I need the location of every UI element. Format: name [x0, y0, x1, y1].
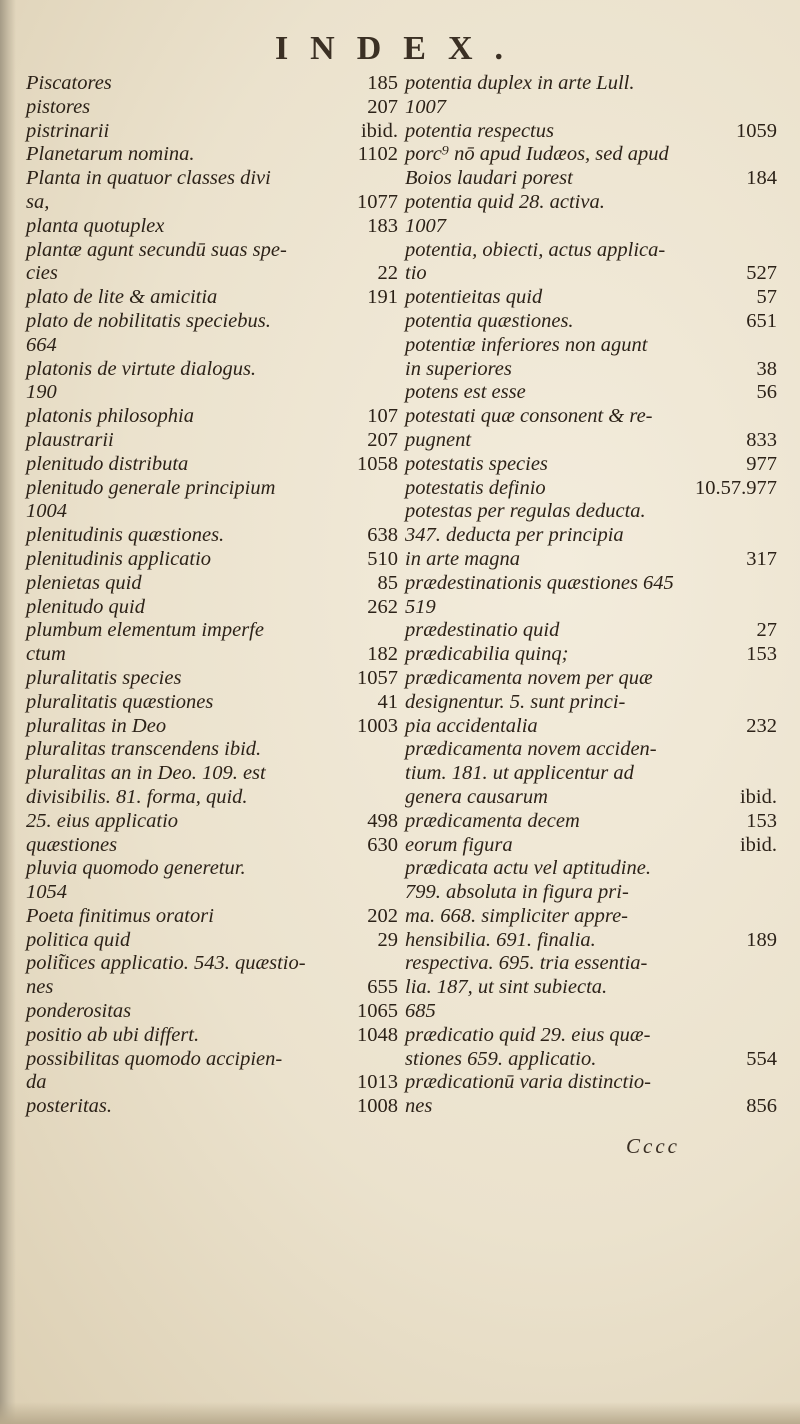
index-entry — [405, 524, 777, 548]
index-entry-text: porc⁹ nō apud Iudæos, sed apud — [405, 143, 669, 166]
index-entry-page-number: 22 — [377, 262, 398, 285]
index-entry-page-number: 554 — [746, 1047, 777, 1070]
index-entry-text: potentia respectus — [405, 119, 554, 142]
index-entry — [26, 191, 398, 215]
index-entry-text: eorum figura — [405, 833, 513, 856]
index-entry — [405, 810, 777, 834]
index-entry-text: pluralitatis species — [26, 666, 182, 689]
index-entry — [26, 834, 398, 858]
index-entry-page-number: 1008 — [357, 1095, 398, 1118]
index-entry-text: 1004 — [26, 500, 67, 523]
index-entry-text: pluralitas transcendens ibid. — [26, 738, 262, 761]
index-entry-text: plantæ agunt secundū suas spe- — [26, 238, 287, 261]
index-entry-text: nes — [26, 976, 54, 999]
index-column-right — [405, 72, 777, 1119]
index-entry-text: designentur. 5. sunt princi- — [405, 690, 626, 713]
index-entry-text: 1054 — [26, 881, 67, 904]
index-entry — [26, 286, 398, 310]
index-entry-text: plato de nobilitatis speciebus. — [26, 309, 271, 332]
index-entry-page-number: 182 — [367, 643, 398, 666]
index-entry-page-number: 38 — [756, 357, 777, 380]
index-entry-page-number: 191 — [367, 286, 398, 309]
index-entry — [26, 96, 398, 120]
index-entry-text: prædicamenta novem acciden- — [405, 738, 657, 761]
index-entry-page-number: 856 — [746, 1095, 777, 1118]
index-entry-text: prædicabilia quinq; — [405, 643, 569, 666]
index-entry — [26, 810, 398, 834]
index-entry — [405, 167, 777, 191]
index-entry — [405, 239, 777, 263]
index-entry-text: prædestinatio quid — [405, 619, 560, 642]
index-entry — [26, 120, 398, 144]
index-entry — [405, 715, 777, 739]
index-entry — [26, 619, 398, 643]
index-entry-page-number: 1013 — [357, 1071, 398, 1094]
index-entry — [26, 643, 398, 667]
index-entry-text: potestatis species — [405, 452, 548, 475]
index-entry — [26, 857, 398, 881]
index-entry-text: in arte magna — [405, 547, 521, 570]
catchword: Cccc — [626, 1134, 680, 1158]
index-entry — [405, 120, 777, 144]
index-entry-page-number: 153 — [746, 643, 777, 666]
index-entry-page-number: ibid. — [739, 785, 777, 808]
index-entry — [405, 667, 777, 691]
index-entry — [405, 1000, 777, 1024]
index-entry-text: plenitudo generale principium — [26, 476, 276, 499]
index-entry — [26, 976, 398, 1000]
index-entry-text: potens est esse — [405, 381, 526, 404]
index-entry-text: potentia quæstiones. — [405, 309, 574, 332]
index-entry-page-number: 183 — [367, 214, 398, 237]
index-entry-page-number: 651 — [746, 309, 777, 332]
index-entry — [405, 643, 777, 667]
index-entry — [405, 405, 777, 429]
index-entry — [26, 905, 398, 929]
index-entry — [26, 72, 398, 96]
index-entry — [26, 929, 398, 953]
index-entry-page-number: 107 — [367, 405, 398, 428]
index-entry-text: pluralitas in Deo — [26, 714, 167, 737]
index-entry — [405, 881, 777, 905]
index-entry — [405, 929, 777, 953]
index-entry-text: prædestinationis quæstiones 645 — [405, 571, 674, 594]
index-entry — [405, 1048, 777, 1072]
index-entry — [26, 477, 398, 501]
index-entry-text: Planta in quatuor classes divi — [26, 167, 271, 190]
index-entry-page-number: ibid. — [739, 833, 777, 856]
index-entry — [405, 834, 777, 858]
index-entry-text: potestati quæ consonent & re- — [405, 405, 653, 428]
index-entry-text: Boios laudari porest — [405, 167, 573, 190]
index-entry-text: 25. eius applicatio — [26, 809, 179, 832]
index-entry-text: divisibilis. 81. forma, quid. — [26, 785, 248, 808]
index-entry — [405, 1024, 777, 1048]
index-entry — [405, 262, 777, 286]
index-entry-text: nes — [405, 1095, 433, 1118]
index-entry-text: 664 — [26, 333, 57, 356]
index-entry — [405, 619, 777, 643]
index-entry — [26, 572, 398, 596]
index-entry-text: plato de lite & amicitia — [26, 286, 218, 309]
index-entry — [26, 381, 398, 405]
index-entry-text: prædicationū varia distinctio- — [405, 1071, 651, 1094]
index-entry-text: prædicatio quid 29. eius quæ- — [405, 1023, 651, 1046]
index-entry — [405, 548, 777, 572]
index-entry — [405, 572, 777, 596]
index-entry-text: 190 — [26, 381, 57, 404]
index-entry-page-number: 57 — [756, 286, 777, 309]
index-entry-text: plenietas quid — [26, 571, 142, 594]
index-entry — [405, 952, 777, 976]
index-entry — [405, 96, 777, 120]
index-entry — [405, 143, 777, 167]
index-entry — [405, 1095, 777, 1119]
index-entry-page-number: 1065 — [357, 1000, 398, 1023]
index-entry-page-number: 630 — [367, 833, 398, 856]
page-edge-shadow — [0, 1402, 800, 1424]
index-entry — [405, 976, 777, 1000]
index-entry-page-number: 1102 — [357, 143, 398, 166]
index-entry — [26, 405, 398, 429]
index-entry-text: possibilitas quomodo accipien- — [26, 1047, 283, 1070]
index-entry-text: prædicata actu vel aptitudine. — [405, 857, 651, 880]
index-entry — [405, 453, 777, 477]
index-entry-page-number: 1059 — [736, 119, 777, 142]
index-entry — [405, 477, 777, 501]
index-entry-text: Piscatores — [26, 72, 112, 94]
index-entry-text: posteritas. — [26, 1095, 112, 1118]
index-entry-text: tium. 181. ut applicentur ad — [405, 762, 634, 785]
index-entry — [26, 262, 398, 286]
index-entry-text: hensibilia. 691. finalia. — [405, 928, 596, 951]
index-entry-text: da — [26, 1071, 47, 1094]
index-entry-text: lia. 187, ut sint subiecta. — [405, 976, 608, 999]
index-entry-text: cies — [26, 262, 58, 285]
index-entry-text: stiones 659. applicatio. — [405, 1047, 597, 1070]
index-entry — [26, 1024, 398, 1048]
index-entry-page-number: 1048 — [357, 1023, 398, 1046]
index-entry — [26, 952, 398, 976]
index-entry-text: plenitudo distributa — [26, 452, 189, 475]
index-entry-page-number: 41 — [377, 690, 398, 713]
index-entry — [26, 1095, 398, 1119]
index-entry-text: pia accidentalia — [405, 714, 538, 737]
index-entry — [405, 215, 777, 239]
index-entry-text: 519 — [405, 595, 436, 618]
index-entry-page-number: 317 — [746, 547, 777, 570]
index-entry — [26, 715, 398, 739]
index-entry-page-number: 184 — [746, 167, 777, 190]
index-entry — [405, 191, 777, 215]
index-entry — [405, 786, 777, 810]
index-entry-page-number: 29 — [377, 928, 398, 951]
index-entry — [26, 881, 398, 905]
index-entry — [405, 596, 777, 620]
index-entry — [26, 596, 398, 620]
index-entry — [26, 786, 398, 810]
index-entry — [405, 762, 777, 786]
index-entry — [26, 667, 398, 691]
index-entry-page-number: 977 — [746, 452, 777, 475]
index-entry — [26, 500, 398, 524]
index-entry — [405, 429, 777, 453]
index-entry-page-number: 1003 — [357, 714, 398, 737]
index-entry — [26, 310, 398, 334]
index-entry — [405, 738, 777, 762]
index-entry — [26, 691, 398, 715]
index-entry — [26, 738, 398, 762]
index-entry-text: ctum — [26, 643, 66, 666]
index-entry-page-number: 27 — [756, 619, 777, 642]
index-entry-page-number: 207 — [367, 95, 398, 118]
index-entry — [405, 358, 777, 382]
index-entry-text: pluralitatis quæstiones — [26, 690, 214, 713]
index-entry — [26, 239, 398, 263]
index-entry-text: potentia, obiecti, actus applica- — [405, 238, 666, 261]
index-entry-page-number: 1058 — [357, 452, 398, 475]
index-entry — [26, 524, 398, 548]
index-entry — [405, 905, 777, 929]
index-entry-text: 799. absoluta in figura pri- — [405, 881, 629, 904]
index-entry-text: platonis philosophia — [26, 405, 195, 428]
index-entry-text: positio ab ubi differt. — [26, 1023, 200, 1046]
index-entry — [26, 548, 398, 572]
index-entry — [405, 310, 777, 334]
index-entry-text: pistores — [26, 95, 91, 118]
index-entry-text: respectiva. 695. tria essentia- — [405, 952, 648, 975]
index-entry-text: sa, — [26, 190, 50, 213]
index-entry-text: plenitudo quid — [26, 595, 146, 618]
index-entry — [405, 381, 777, 405]
index-entry-text: 347. deducta per principia — [405, 524, 624, 547]
index-entry — [26, 143, 398, 167]
index-entry — [405, 334, 777, 358]
index-entry-page-number: 1077 — [357, 190, 398, 213]
index-entry-text: potentia duplex in arte Lull. — [405, 72, 635, 94]
index-entry-text: prædicamenta decem — [405, 809, 580, 832]
index-entry-text: 1007 — [405, 95, 446, 118]
index-entry-text: potestas per regulas deducta. — [405, 500, 646, 523]
index-entry — [26, 429, 398, 453]
index-entry-text: 1007 — [405, 214, 446, 237]
index-entry-page-number: 56 — [756, 381, 777, 404]
index-entry-text: 685 — [405, 1000, 436, 1023]
index-entry-text: platonis de virtute dialogus. — [26, 357, 257, 380]
index-entry-text: ma. 668. simpliciter appre- — [405, 904, 629, 927]
index-entry — [26, 215, 398, 239]
index-entry-text: potentiæ inferiores non agunt — [405, 333, 648, 356]
index-entry-text: potentia quid 28. activa. — [405, 190, 605, 213]
index-entry-page-number: 207 — [367, 428, 398, 451]
index-entry-page-number: 833 — [746, 428, 777, 451]
index-entry-page-number: 85 — [377, 571, 398, 594]
index-column-left — [26, 72, 398, 1119]
index-entry — [405, 286, 777, 310]
index-entry-text: in superiores — [405, 357, 512, 380]
index-entry-text: genera causarum — [405, 785, 548, 808]
index-entry-text: pistrinarii — [26, 119, 110, 142]
index-entry-text: prædicamenta novem per quæ — [405, 666, 653, 689]
index-entry-text: quæstiones — [26, 833, 118, 856]
index-entry — [26, 1071, 398, 1095]
index-entry-page-number: 10.57.977 — [695, 476, 777, 499]
index-entry-page-number: 202 — [367, 904, 398, 927]
index-entry — [405, 857, 777, 881]
index-entry-page-number: 153 — [746, 809, 777, 832]
index-entry-text: plenitudinis applicatio — [26, 547, 212, 570]
index-entry-text: polit̃ices applicatio. 543. quæstio- — [26, 952, 306, 975]
index-entry — [26, 334, 398, 358]
index-entry — [405, 72, 777, 96]
index-entry-text: tio — [405, 262, 427, 285]
index-entry-text: plenitudinis quæstiones. — [26, 524, 225, 547]
index-entry-text: potestatis definio — [405, 476, 546, 499]
index-entry-text: politica quid — [26, 928, 131, 951]
index-entry-text: ponderositas — [26, 1000, 132, 1023]
binding-gutter — [0, 0, 16, 1424]
index-entry-text: Planetarum nomina. — [26, 143, 195, 166]
index-entry-text: planta quotuplex — [26, 214, 165, 237]
index-entry — [405, 500, 777, 524]
index-entry — [26, 762, 398, 786]
index-entry-text: pugnent — [405, 428, 472, 451]
index-entry — [26, 167, 398, 191]
index-entry-text: pluralitas an in Deo. 109. est — [26, 762, 266, 785]
index-entry-text: potentieitas quid — [405, 286, 543, 309]
index-entry-page-number: 185 — [367, 72, 398, 94]
index-entry-page-number: 527 — [746, 262, 777, 285]
index-entry-text: plumbum elementum imperfe — [26, 619, 264, 642]
index-entry-page-number: 510 — [367, 547, 398, 570]
index-entry — [26, 358, 398, 382]
index-entry-page-number: 262 — [367, 595, 398, 618]
index-entry-page-number: ibid. — [360, 119, 398, 142]
index-entry — [405, 691, 777, 715]
index-entry-page-number: 1057 — [357, 666, 398, 689]
index-entry-page-number: 655 — [367, 976, 398, 999]
index-entry — [26, 1048, 398, 1072]
page-title: INDEX. — [274, 30, 526, 67]
index-entry-text: plaustrarii — [26, 428, 114, 451]
index-entry-page-number: 498 — [367, 809, 398, 832]
index-entry — [405, 1071, 777, 1095]
index-entry-page-number: 189 — [746, 928, 777, 951]
index-entry-page-number: 232 — [746, 714, 777, 737]
index-entry-text: Poeta finitimus oratori — [26, 904, 214, 927]
index-entry-page-number: 638 — [367, 524, 398, 547]
index-entry — [26, 1000, 398, 1024]
index-entry-text: pluvia quomodo generetur. — [26, 857, 246, 880]
index-entry — [26, 453, 398, 477]
